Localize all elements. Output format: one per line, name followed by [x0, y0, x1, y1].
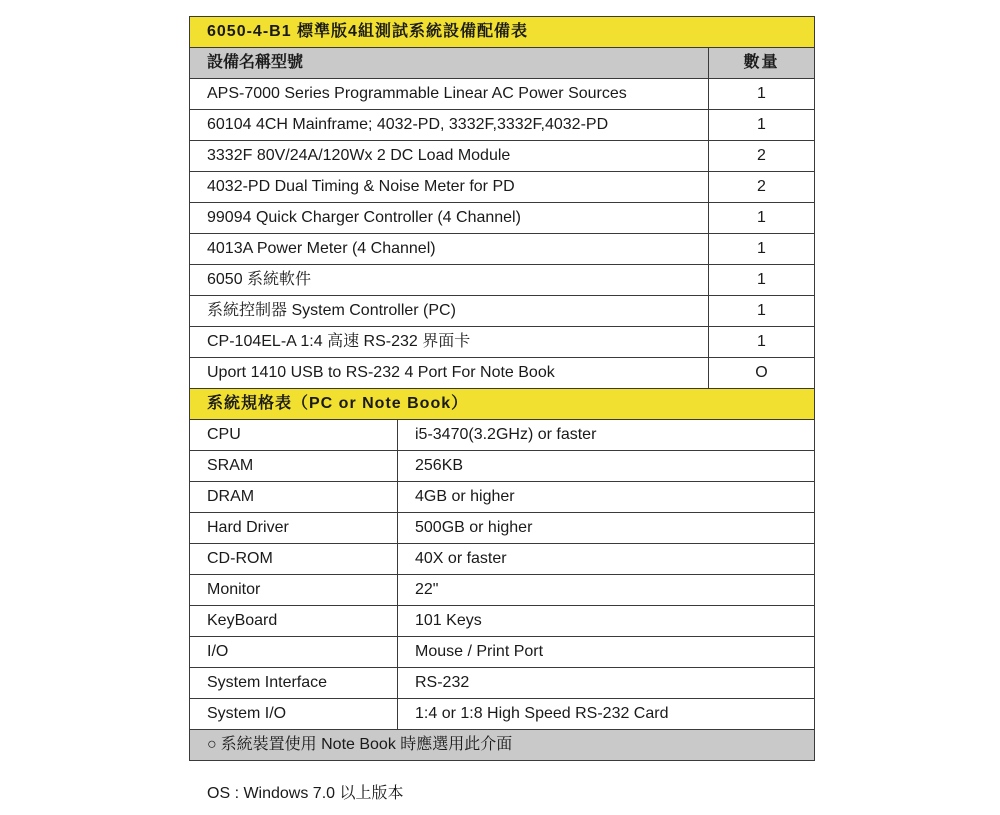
- equipment-qty: 1: [709, 234, 815, 265]
- equipment-row: [190, 141, 815, 172]
- equipment-spec-sheet: [189, 16, 814, 761]
- equipment-qty: 1: [709, 296, 815, 327]
- spec-label: System I/O: [190, 699, 398, 730]
- equipment-row: [190, 172, 815, 203]
- spec-row: [190, 482, 815, 513]
- equipment-row: [190, 79, 815, 110]
- spec-row: [190, 637, 815, 668]
- spec-row: [190, 420, 815, 451]
- spec-value: i5-3470(3.2GHz) or faster: [398, 420, 815, 451]
- os-requirement-note: OS : Windows 7.0 以上版本: [207, 785, 404, 802]
- circle-mark-icon: ○: [207, 736, 217, 753]
- equipment-name: 系統控制器 System Controller (PC): [190, 296, 709, 327]
- spec-row: [190, 606, 815, 637]
- spec-value: 40X or faster: [398, 544, 815, 575]
- equipment-name: APS-7000 Series Programmable Linear AC Power Sources: [190, 79, 709, 110]
- spec-label: System Interface: [190, 668, 398, 699]
- equipment-name: 60104 4CH Mainframe; 4032-PD, 3332F,3332F,4032-PD: [190, 110, 709, 141]
- spec-value: Mouse / Print Port: [398, 637, 815, 668]
- equipment-qty: 1: [709, 327, 815, 358]
- spec-value: RS-232: [398, 668, 815, 699]
- equipment-row: [190, 110, 815, 141]
- spec-title: 系統規格表（PC or Note Book）: [190, 389, 815, 420]
- equipment-qty: 2: [709, 172, 815, 203]
- equipment-name: 3332F 80V/24A/120Wx 2 DC Load Module: [190, 141, 709, 172]
- spec-label: Monitor: [190, 575, 398, 606]
- spec-row: [190, 451, 815, 482]
- spec-row: [190, 513, 815, 544]
- spec-value: 4GB or higher: [398, 482, 815, 513]
- spec-row: [190, 699, 815, 730]
- equipment-name: CP-104EL-A 1:4 高速 RS-232 界面卡: [190, 327, 709, 358]
- spec-value: 500GB or higher: [398, 513, 815, 544]
- equipment-row: [190, 296, 815, 327]
- equipment-row: [190, 234, 815, 265]
- equipment-qty: 1: [709, 203, 815, 234]
- equipment-row: [190, 327, 815, 358]
- spec-value: 22": [398, 575, 815, 606]
- equipment-row: [190, 265, 815, 296]
- spec-value: 101 Keys: [398, 606, 815, 637]
- spec-label: I/O: [190, 637, 398, 668]
- equipment-name: Uport 1410 USB to RS-232 4 Port For Note Book: [190, 358, 709, 389]
- spec-title-row: [190, 389, 815, 420]
- spec-row: [190, 668, 815, 699]
- spec-label: KeyBoard: [190, 606, 398, 637]
- equipment-qty: 2: [709, 141, 815, 172]
- spec-label: DRAM: [190, 482, 398, 513]
- spec-row: [190, 575, 815, 606]
- equipment-qty: 1: [709, 265, 815, 296]
- equipment-name: 4032-PD Dual Timing & Noise Meter for PD: [190, 172, 709, 203]
- spec-label: SRAM: [190, 451, 398, 482]
- spec-value: 1:4 or 1:8 High Speed RS-232 Card: [398, 699, 815, 730]
- equipment-name: 6050 系統軟件: [190, 265, 709, 296]
- spec-label: CPU: [190, 420, 398, 451]
- equipment-name: 99094 Quick Charger Controller (4 Channel): [190, 203, 709, 234]
- equipment-row: [190, 358, 815, 389]
- spec-label: Hard Driver: [190, 513, 398, 544]
- equipment-name-header: 設備名稱型號: [190, 48, 709, 79]
- equipment-header-row: [190, 48, 815, 79]
- equipment-qty: 1: [709, 110, 815, 141]
- footnote: [190, 730, 815, 761]
- equipment-qty-header: 數量: [709, 48, 815, 79]
- spec-row: [190, 544, 815, 575]
- equipment-table: [189, 16, 815, 761]
- table-title-row: [190, 17, 815, 48]
- table-title: 6050-4-B1 標準版4組測試系統設備配備表: [190, 17, 815, 48]
- equipment-name: 4013A Power Meter (4 Channel): [190, 234, 709, 265]
- spec-value: 256KB: [398, 451, 815, 482]
- footnote-row: [190, 730, 815, 761]
- spec-label: CD-ROM: [190, 544, 398, 575]
- footnote-text: 系統裝置使用 Note Book 時應選用此介面: [220, 736, 513, 753]
- equipment-qty: 1: [709, 79, 815, 110]
- equipment-row: [190, 203, 815, 234]
- equipment-qty: O: [709, 358, 815, 389]
